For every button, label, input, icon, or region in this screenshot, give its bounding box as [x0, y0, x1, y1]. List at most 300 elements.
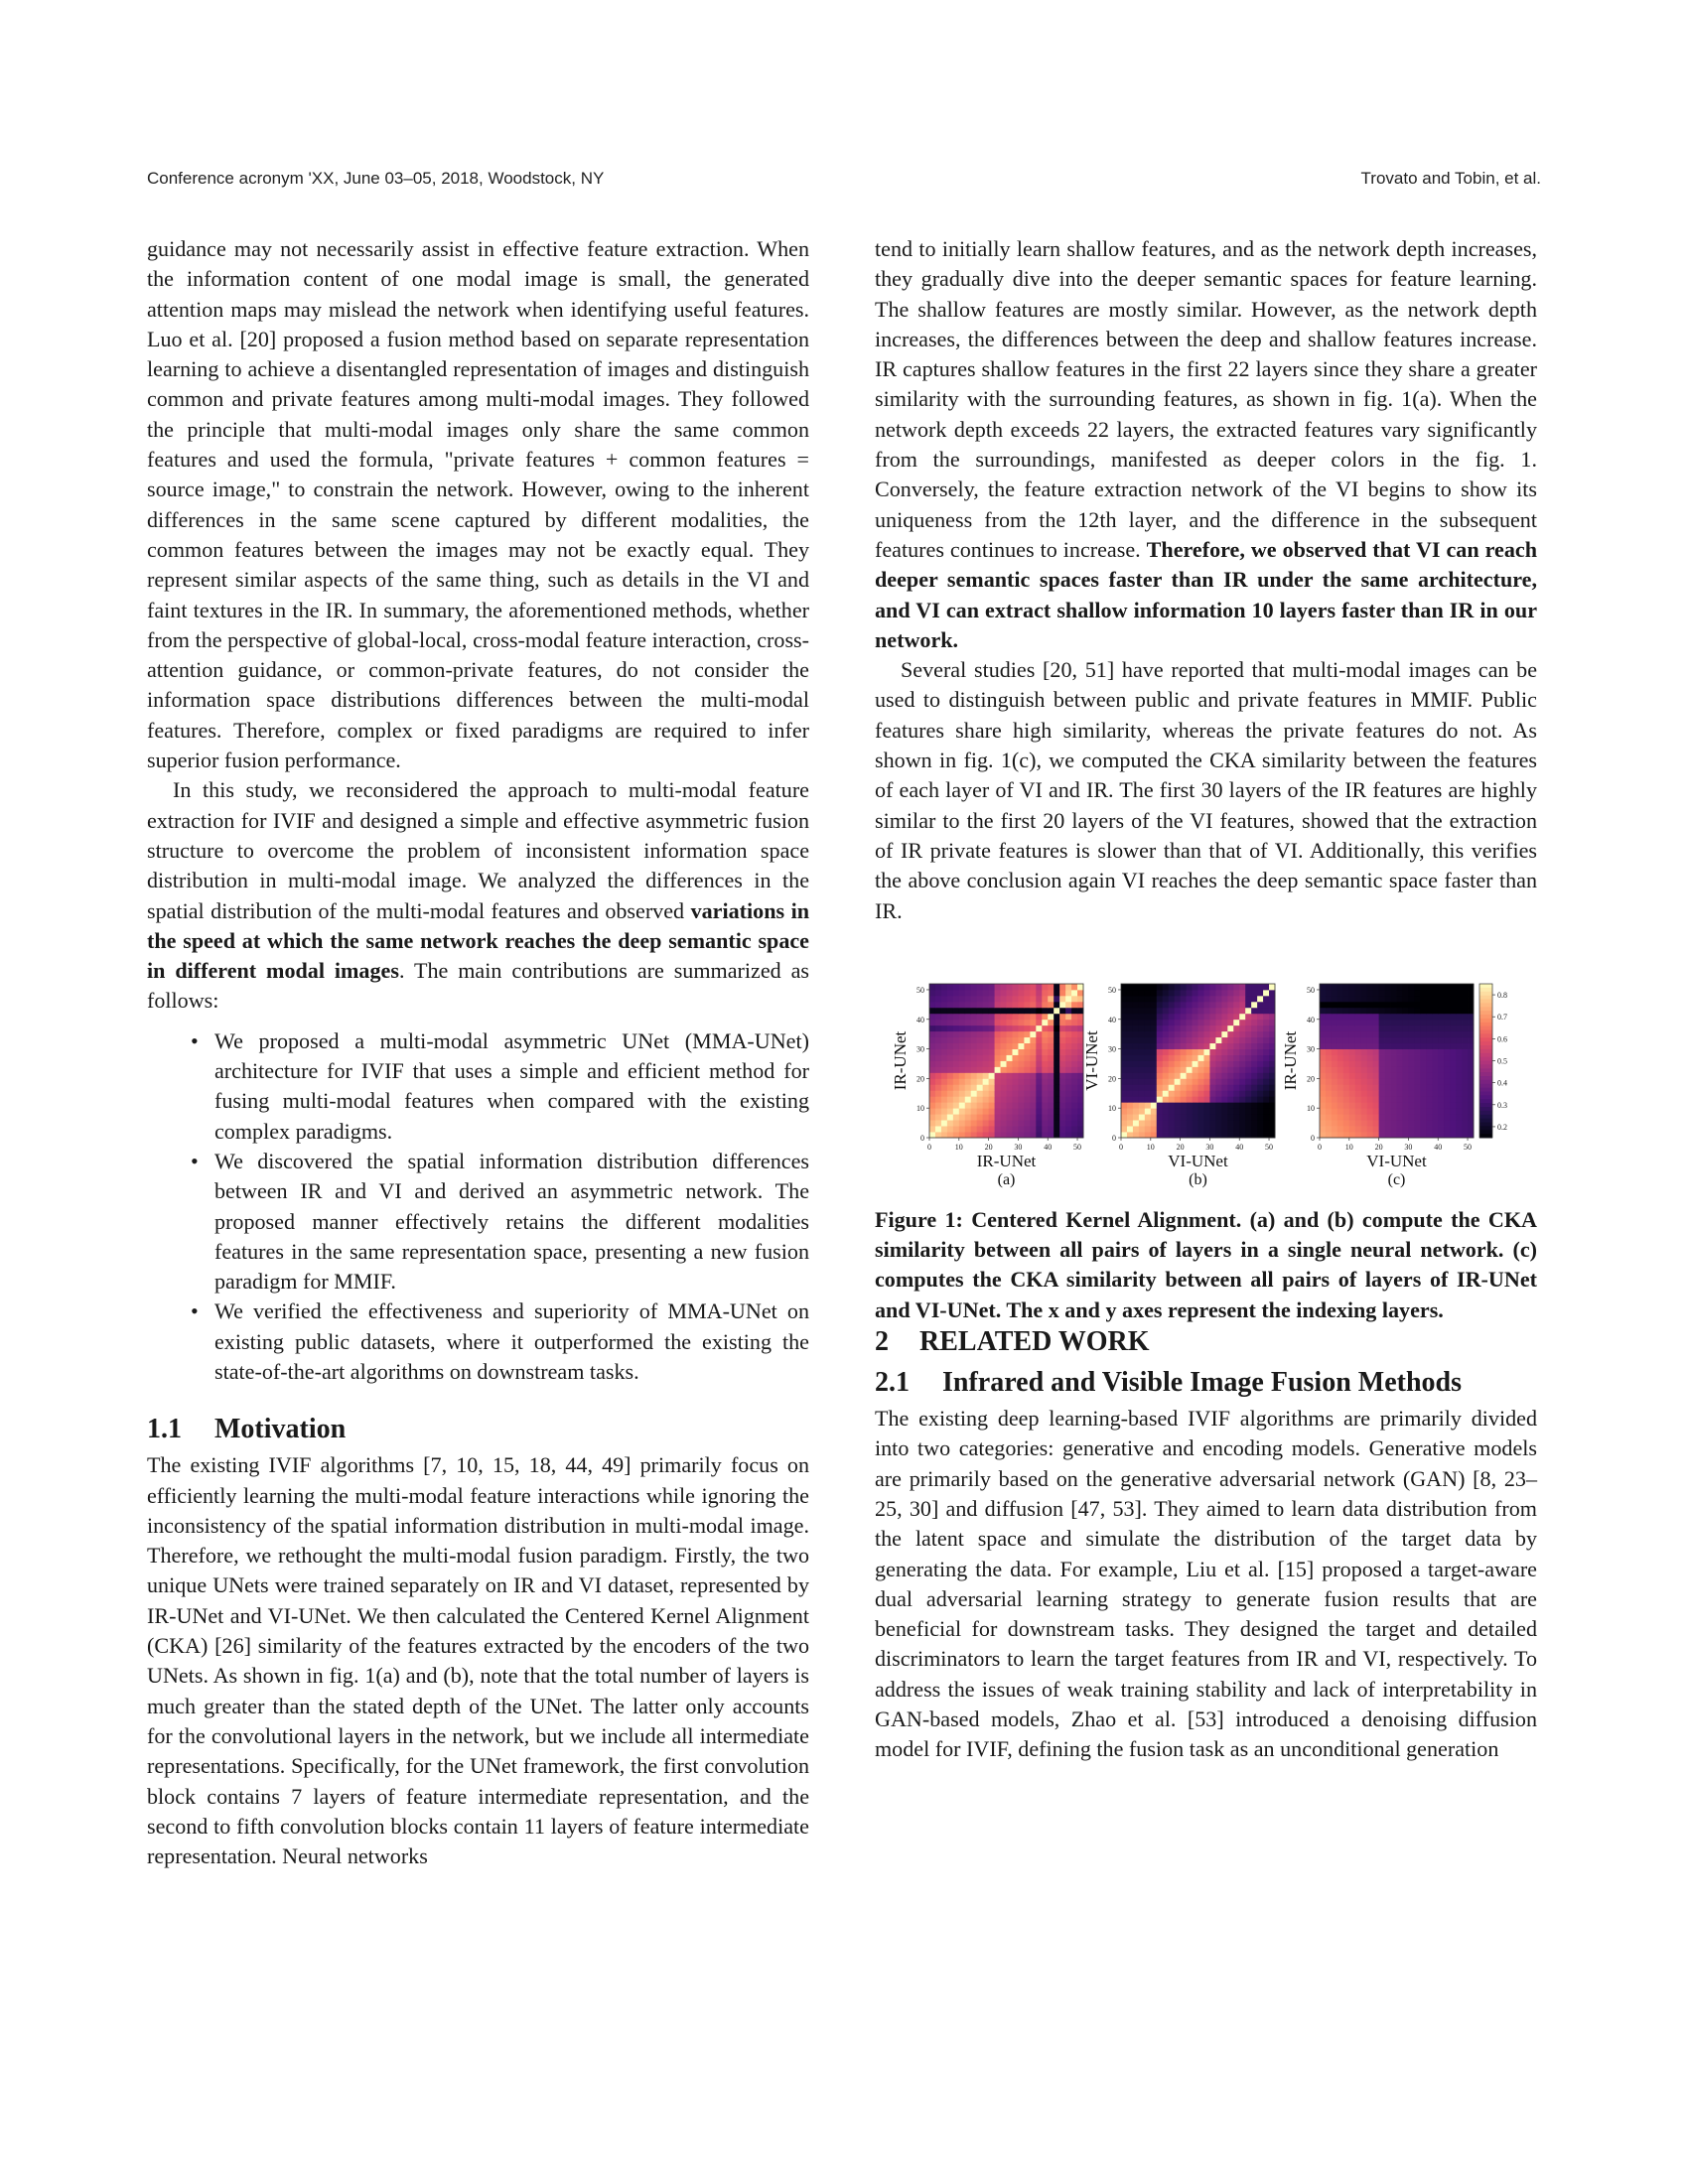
- heatmap-cell: [1402, 990, 1408, 996]
- heatmap-cell: [1391, 1096, 1397, 1102]
- heatmap-cell: [1193, 1078, 1198, 1084]
- heatmap-cell: [1391, 1014, 1397, 1020]
- heatmap-cell: [1209, 1126, 1215, 1132]
- heatmap-cell: [1181, 996, 1187, 1002]
- heatmap-cell: [1227, 1090, 1233, 1096]
- heatmap-cell: [1326, 1072, 1332, 1078]
- heatmap-cell: [1402, 996, 1408, 1002]
- heatmap-cell: [995, 1025, 1001, 1031]
- heatmap-cell: [971, 1036, 977, 1042]
- heatmap-cell: [1367, 1031, 1373, 1037]
- heatmap-cell: [1420, 1020, 1426, 1025]
- heatmap-cell: [971, 1066, 977, 1072]
- heatmap-cell: [1263, 1008, 1269, 1014]
- heatmap-cell: [1320, 1025, 1326, 1031]
- heatmap-cell: [1221, 1008, 1227, 1014]
- heatmap-cell: [1036, 990, 1042, 996]
- heatmap-cell: [1263, 1078, 1269, 1084]
- heatmap-cell: [1379, 1084, 1385, 1090]
- heatmap-cell: [1468, 1090, 1474, 1096]
- heatmap-cell: [1385, 1102, 1391, 1108]
- heatmap-cell: [1077, 1114, 1083, 1120]
- heatmap-cell: [1181, 1042, 1187, 1048]
- heatmap-cell: [1379, 1102, 1385, 1108]
- heatmap-cell: [1193, 996, 1198, 1002]
- heatmap-cell: [1048, 996, 1054, 1002]
- colorbar-segment: [1479, 988, 1492, 992]
- heatmap-cell: [1402, 1054, 1408, 1060]
- heatmap-cell: [1042, 1078, 1048, 1084]
- heatmap-cell: [1169, 990, 1175, 996]
- heatmap-cell: [1245, 1008, 1251, 1014]
- heatmap-cell: [1257, 1120, 1263, 1126]
- heatmap-cell: [1414, 1054, 1420, 1060]
- paragraph-intro-continued: guidance may not necessarily assist in effective feature extraction. When the information content of one modal image is small, the generated attention maps may mislead the network when identifying useful features. Luo et al. [20] proposed a fusion method based on separate representation learning to achieve a disentangled representation of images and distinguish common and private features among multi-modal images. They followed the principle that multi-modal images only share the same common features and used the formula, "private features + common features = source image," to constrain the network. However, owing to the inherent differences in the same scene captured by different modalities, the common features between the images may not be exactly equal. They represent similar aspects of the same thing, such as details in the VI and faint textures in the IR. In summary, the aforementioned methods, whether from the perspective of global-local, cross-modal feature interaction, cross-attention guidance, or common-private features, do not consider the information space distributions differences between the multi-modal features. Therefore, complex or fixed paradigms are required to infer superior fusion performance.: [147, 236, 809, 773]
- heatmap-cell: [1444, 1042, 1450, 1048]
- figure-cka: [875, 972, 1537, 1205]
- heatmap-cell: [1157, 1014, 1163, 1020]
- heatmap-cell: [1181, 990, 1187, 996]
- heatmap-cell: [1263, 1132, 1269, 1138]
- heatmap-cell: [1139, 1025, 1145, 1031]
- heatmap-cell: [1215, 1126, 1221, 1132]
- heatmap-cell: [1059, 1002, 1065, 1008]
- heatmap-cell: [1030, 1078, 1036, 1084]
- heatmap-cell: [1456, 1031, 1462, 1037]
- heatmap-cell: [965, 1132, 971, 1138]
- heatmap-cell: [1450, 1108, 1456, 1114]
- heatmap-cell: [1169, 1090, 1175, 1096]
- heatmap-cell: [935, 1072, 941, 1078]
- x-tick-label: 10: [954, 1142, 963, 1152]
- heatmap-cell: [1462, 1126, 1468, 1132]
- heatmap-cell: [929, 996, 935, 1002]
- heatmap-cell: [1077, 1102, 1083, 1108]
- heatmap-cell: [977, 1084, 983, 1090]
- colorbar-segment: [1479, 1111, 1492, 1115]
- heatmap-cell: [977, 1054, 983, 1060]
- heatmap-cell: [1181, 1102, 1187, 1108]
- heatmap-cell: [1193, 1042, 1198, 1048]
- heatmap-cell: [1245, 1066, 1251, 1072]
- heatmap-cell: [1030, 1102, 1036, 1108]
- heatmap-cell: [1071, 1120, 1077, 1126]
- heatmap-cell: [1024, 984, 1030, 990]
- heatmap-cell: [1030, 1048, 1036, 1054]
- heatmap-cell: [1402, 1025, 1408, 1031]
- heatmap-cell: [1187, 1096, 1193, 1102]
- heatmap-cell: [1379, 1031, 1385, 1037]
- heatmap-cell: [1181, 1096, 1187, 1102]
- heatmap-cell: [1059, 1066, 1065, 1072]
- heatmap-cell: [953, 1096, 959, 1102]
- heatmap-cell: [1024, 1066, 1030, 1072]
- heatmap-cell: [1181, 1002, 1187, 1008]
- heatmap-cell: [1042, 1008, 1048, 1014]
- heatmap-cell: [1157, 996, 1163, 1002]
- heatmap-cell: [959, 1042, 965, 1048]
- heatmap-cell: [1251, 1120, 1257, 1126]
- heatmap-cell: [935, 1002, 941, 1008]
- heatmap-cell: [977, 996, 983, 1002]
- heatmap-cell: [953, 1078, 959, 1084]
- heatmap-cell: [995, 1048, 1001, 1054]
- heatmap-cell: [1438, 1054, 1444, 1060]
- heatmap-cell: [1233, 1132, 1239, 1138]
- heatmap-cell: [1221, 1102, 1227, 1108]
- heatmap-cell: [947, 1060, 953, 1066]
- heatmap-cell: [1121, 1066, 1127, 1072]
- heatmap-cell: [1018, 1096, 1024, 1102]
- heatmap-cell: [1257, 1132, 1263, 1138]
- heatmap-cell: [947, 1048, 953, 1054]
- heatmap-cell: [1420, 1048, 1426, 1054]
- heatmap-cell: [1432, 1084, 1438, 1090]
- colorbar-segment: [1479, 1095, 1492, 1099]
- heatmap-cell: [971, 990, 977, 996]
- heatmap-cell: [1450, 1008, 1456, 1014]
- heatmap-cell: [1385, 1114, 1391, 1120]
- heatmap-cell: [1379, 1072, 1385, 1078]
- heatmap-cell: [953, 1108, 959, 1114]
- heatmap-cell: [935, 1126, 941, 1132]
- heatmap-cell: [1071, 1132, 1077, 1138]
- heatmap-cell: [1263, 990, 1269, 996]
- heatmap-cell: [1432, 1031, 1438, 1037]
- heatmap-cell: [995, 984, 1001, 990]
- heatmap-cell: [941, 1090, 947, 1096]
- heatmap-cell: [971, 1084, 977, 1090]
- heatmap-cell: [1127, 1025, 1133, 1031]
- heatmap-cell: [1001, 1066, 1007, 1072]
- heatmap-cell: [941, 1132, 947, 1138]
- heatmap-cell: [1343, 1054, 1349, 1060]
- heatmap-cell: [1203, 1102, 1209, 1108]
- heatmap-cell: [1361, 1042, 1367, 1048]
- heatmap-cell: [1245, 1126, 1251, 1132]
- heatmap-cell: [1332, 1002, 1337, 1008]
- heatmap-cell: [947, 1102, 953, 1108]
- heatmap-cell: [1385, 1120, 1391, 1126]
- heatmap-cell: [1121, 1020, 1127, 1025]
- heatmap-cell: [1379, 1002, 1385, 1008]
- heatmap-cell: [1227, 1025, 1233, 1031]
- heatmap-cell: [1426, 1090, 1432, 1096]
- heatmap-cell: [1337, 996, 1343, 1002]
- heatmap-cell: [1203, 1054, 1209, 1060]
- heatmap-cell: [1012, 1036, 1018, 1042]
- heatmap-cell: [1139, 1042, 1145, 1048]
- heatmap-cell: [1397, 1042, 1403, 1048]
- heatmap-cell: [1385, 1014, 1391, 1020]
- heatmap-cell: [1127, 1036, 1133, 1042]
- heatmap-cell: [1151, 1042, 1157, 1048]
- heatmap-cell: [1402, 1096, 1408, 1102]
- heatmap-cell: [1059, 1008, 1065, 1014]
- heatmap-cell: [1269, 1042, 1275, 1048]
- heatmap-cell: [1385, 1084, 1391, 1090]
- heatmap-cell: [1361, 1066, 1367, 1072]
- heatmap-cell: [1187, 1102, 1193, 1108]
- heatmap-cell: [1373, 1126, 1379, 1132]
- heatmap-cell: [1408, 1114, 1414, 1120]
- heatmap-cell: [1187, 1126, 1193, 1132]
- heatmap-cell: [1462, 1078, 1468, 1084]
- heatmap-cell: [947, 1120, 953, 1126]
- heatmap-cell: [1198, 1014, 1204, 1020]
- heatmap-cell: [1456, 1084, 1462, 1090]
- heatmap-cell: [1127, 1132, 1133, 1138]
- heatmap-cell: [1444, 1132, 1450, 1138]
- heatmap-cell: [1349, 1054, 1355, 1060]
- heatmap-cell: [1001, 1060, 1007, 1066]
- heatmap-cell: [965, 1066, 971, 1072]
- y-tick-label: 30: [1108, 1044, 1116, 1054]
- colorbar-tick-label: 0.5: [1497, 1056, 1507, 1066]
- y-tick-label: 10: [1307, 1104, 1315, 1114]
- heatmap-cell: [1320, 1020, 1326, 1025]
- heatmap-cell: [1121, 1042, 1127, 1048]
- heatmap-cell: [1157, 1096, 1163, 1102]
- heatmap-cell: [1059, 1114, 1065, 1120]
- heatmap-cell: [1157, 1084, 1163, 1090]
- heatmap-cell: [1245, 1090, 1251, 1096]
- x-tick-label: 50: [1265, 1142, 1274, 1152]
- heatmap-cell: [989, 1042, 995, 1048]
- heatmap-cell: [1071, 1066, 1077, 1072]
- heatmap-cell: [1001, 1020, 1007, 1025]
- heatmap-cell: [1175, 1048, 1181, 1054]
- heatmap-cell: [1024, 1114, 1030, 1120]
- heatmap-cell: [1193, 1002, 1198, 1008]
- heatmap-cell: [1402, 1084, 1408, 1090]
- heatmap-cell: [1337, 1031, 1343, 1037]
- heatmap-cell: [1456, 1020, 1462, 1025]
- heatmap-cell: [1408, 1014, 1414, 1020]
- heatmap-cell: [1163, 1014, 1169, 1020]
- heatmap-cell: [1157, 1078, 1163, 1084]
- heatmap-cell: [1408, 1078, 1414, 1084]
- heatmap-cell: [1157, 1108, 1163, 1114]
- heatmap-cell: [983, 1054, 989, 1060]
- heatmap-cell: [1239, 1114, 1245, 1120]
- heatmap-cell: [1121, 1048, 1127, 1054]
- heatmap-cell: [1077, 1108, 1083, 1114]
- heatmap-cell: [989, 1025, 995, 1031]
- heatmap-cell: [1450, 1002, 1456, 1008]
- heatmap-cell: [1408, 1102, 1414, 1108]
- heatmap-cell: [1468, 1078, 1474, 1084]
- panel-label: (b): [1189, 1170, 1207, 1188]
- heatmap-cell: [1343, 1120, 1349, 1126]
- heatmap-cell: [1263, 1066, 1269, 1072]
- heatmap-cell: [1151, 1096, 1157, 1102]
- heatmap-cell: [1121, 1054, 1127, 1060]
- heatmap-cell: [1332, 1036, 1337, 1042]
- heatmap-cell: [1337, 1008, 1343, 1014]
- heatmap-cell: [1420, 1120, 1426, 1126]
- heatmap-cell: [1233, 1014, 1239, 1020]
- heatmap-cell: [983, 1126, 989, 1132]
- heatmap-cell: [1157, 1008, 1163, 1014]
- heatmap-cell: [1221, 1066, 1227, 1072]
- heatmap-cell: [1215, 1072, 1221, 1078]
- heatmap-cell: [1001, 1126, 1007, 1132]
- heatmap-cell: [1251, 1108, 1257, 1114]
- heatmap-cell: [959, 1036, 965, 1042]
- heatmap-cell: [965, 996, 971, 1002]
- heatmap-cell: [1157, 1090, 1163, 1096]
- heatmap-cell: [1343, 1132, 1349, 1138]
- heatmap-cell: [1397, 1072, 1403, 1078]
- heatmap-cell: [1133, 1036, 1139, 1042]
- heatmap-cell: [1432, 996, 1438, 1002]
- heatmap-cell: [1163, 1036, 1169, 1042]
- heatmap-cell: [1251, 1048, 1257, 1054]
- heatmap-cell: [1163, 1072, 1169, 1078]
- heatmap-cell: [1245, 984, 1251, 990]
- heatmap-cell: [1361, 1014, 1367, 1020]
- heatmap-cell: [1367, 1114, 1373, 1120]
- heatmap-cell: [1198, 1072, 1204, 1078]
- heatmap-cell: [1065, 1014, 1071, 1020]
- heatmap-cell: [1263, 1060, 1269, 1066]
- y-tick-label: 30: [1307, 1044, 1315, 1054]
- heatmap-cell: [1187, 990, 1193, 996]
- heatmap-cell: [1077, 984, 1083, 990]
- heatmap-cell: [971, 1002, 977, 1008]
- heatmap-cell: [1007, 1008, 1013, 1014]
- heatmap-cell: [1379, 1014, 1385, 1020]
- heatmap-cell: [1139, 1126, 1145, 1132]
- heatmap-cell: [1065, 1060, 1071, 1066]
- heatmap-cell: [1326, 1002, 1332, 1008]
- heatmap-cell: [1402, 1042, 1408, 1048]
- heatmap-cell: [1227, 1084, 1233, 1090]
- heatmap-cell: [1012, 1078, 1018, 1084]
- heatmap-cell: [1450, 1066, 1456, 1072]
- heatmap-cell: [1209, 1036, 1215, 1042]
- heatmap-cell: [1379, 984, 1385, 990]
- heatmap-cell: [1332, 990, 1337, 996]
- heatmap-cell: [1169, 1114, 1175, 1120]
- heatmap-cell: [1133, 1002, 1139, 1008]
- heatmap-cell: [1355, 1054, 1361, 1060]
- heatmap-cell: [1221, 1020, 1227, 1025]
- colorbar: [1479, 984, 1507, 1139]
- heatmap-cell: [1444, 1048, 1450, 1054]
- heatmap-cell: [1215, 1078, 1221, 1084]
- heatmap-cell: [1036, 1008, 1042, 1014]
- heatmap-cell: [1209, 1060, 1215, 1066]
- heatmap-cell: [1054, 1025, 1059, 1031]
- heatmap-cell: [977, 1036, 983, 1042]
- heatmap-cell: [1048, 1102, 1054, 1108]
- heatmap-cell: [1257, 1002, 1263, 1008]
- heatmap-cell: [1444, 1078, 1450, 1084]
- heatmap-cell: [1361, 1072, 1367, 1078]
- heatmap-cell: [1361, 1108, 1367, 1114]
- colorbar-segment: [1479, 1029, 1492, 1033]
- heatmap-cell: [1245, 1054, 1251, 1060]
- heatmap-cell: [1349, 1048, 1355, 1054]
- heatmap-cell: [1373, 996, 1379, 1002]
- heatmap-cell: [995, 990, 1001, 996]
- heatmap-cell: [959, 1120, 965, 1126]
- heatmap-cell: [1432, 1002, 1438, 1008]
- heatmap-cell: [1462, 1025, 1468, 1031]
- heatmap-cell: [1054, 1002, 1059, 1008]
- heatmap-cell: [953, 1072, 959, 1078]
- heatmap-cell: [1139, 1048, 1145, 1054]
- heatmap-cell: [1227, 1036, 1233, 1042]
- heatmap-cell: [1187, 1066, 1193, 1072]
- heatmap-cell: [1127, 996, 1133, 1002]
- heatmap-cell: [1269, 1060, 1275, 1066]
- heatmap-cell: [1121, 1060, 1127, 1066]
- heatmap-cell: [1071, 1036, 1077, 1042]
- heatmap-cell: [929, 1114, 935, 1120]
- heatmap-cell: [1012, 996, 1018, 1002]
- heatmap-cell: [1054, 1084, 1059, 1090]
- heatmap-cell: [1456, 990, 1462, 996]
- colorbar-segment: [1479, 1072, 1492, 1076]
- heatmap-cell: [965, 1014, 971, 1020]
- heatmap-cell: [1367, 1066, 1373, 1072]
- heatmap-cell: [1042, 1020, 1048, 1025]
- heatmap-cell: [1065, 1120, 1071, 1126]
- heatmap-cell: [971, 1078, 977, 1084]
- heatmap-cell: [1187, 1120, 1193, 1126]
- heatmap-cell: [1042, 984, 1048, 990]
- heatmap-cell: [1320, 1090, 1326, 1096]
- left-column: [147, 234, 809, 1871]
- heatmap-cell: [1209, 1090, 1215, 1096]
- heatmap-cell: [1065, 1002, 1071, 1008]
- heatmap-cell: [965, 1120, 971, 1126]
- heatmap-cell: [1065, 1042, 1071, 1048]
- heatmap-cell: [1193, 1054, 1198, 1060]
- heatmap-cell: [941, 1066, 947, 1072]
- heatmap-cell: [1391, 1072, 1397, 1078]
- heatmap-cell: [1456, 1025, 1462, 1031]
- heatmap-cell: [989, 1126, 995, 1132]
- heatmap-cell: [1239, 1072, 1245, 1078]
- heatmap-cell: [1181, 984, 1187, 990]
- heatmap-cell: [1349, 1008, 1355, 1014]
- heatmap-cell: [1343, 1014, 1349, 1020]
- heatmap-cell: [1187, 1020, 1193, 1025]
- heatmap-cell: [1462, 1066, 1468, 1072]
- heatmap-cell: [1269, 1048, 1275, 1054]
- paragraph-motivation: The existing IVIF algorithms [7, 10, 15, 18, 44, 49] primarily focus on efficiently learning the multi-modal feature interactions while ignoring the inconsistency of the spatial information distribution in multi-modal image. Therefore, we rethought the multi-modal fusion paradigm. Firstly, the two unique UNets were trained separately on IR and VI dataset, represented by IR-UNet and VI-UNet. We then calculated the Centered Kernel Alignment (CKA) [26] similarity of the features extracted by the encoders of the two UNets. As shown in fig. 1(a) and (b), note that the total number of layers is much greater than the stated depth of the UNet. The latter only accounts for the convolutional layers in the network, but we include all intermediate representations. Specifically, for the UNet framework, the first convolution block contains 7 layers of feature intermediate representation, and the second to fifth convolution blocks contain 11 layers of feature intermediate representation. Neural networks: [147, 1452, 809, 1869]
- heatmap-cell: [1187, 1025, 1193, 1031]
- heatmap-cell: [1121, 996, 1127, 1002]
- heatmap-cell: [965, 1020, 971, 1025]
- heatmap-cell: [1385, 1002, 1391, 1008]
- heatmap-cell: [1414, 1108, 1420, 1114]
- heatmap-cell: [1326, 1060, 1332, 1066]
- heatmap-cell: [1391, 1120, 1397, 1126]
- heatmap-cell: [1198, 1042, 1204, 1048]
- heatmap-cell: [1133, 1060, 1139, 1066]
- heatmap-cell: [1343, 1066, 1349, 1072]
- heatmap-cell: [1187, 1036, 1193, 1042]
- heatmap-cell: [1456, 1108, 1462, 1114]
- heatmap-cell: [1320, 1060, 1326, 1066]
- heatmap-cell: [1024, 1054, 1030, 1060]
- paragraph-this-study: In this study, we reconsidered the approach to multi-modal feature extraction for IVIF and designed a simple and effective asymmetric fusion structure to overcome the problem of inconsistent information space distribution in multi-modal image. We analyzed the differences in the spatial distribution of the multi-modal features and observed variations in the speed at which the same network reaches the deep semantic space in different modal images. The main contributions are summarized as follows:: [147, 777, 809, 1014]
